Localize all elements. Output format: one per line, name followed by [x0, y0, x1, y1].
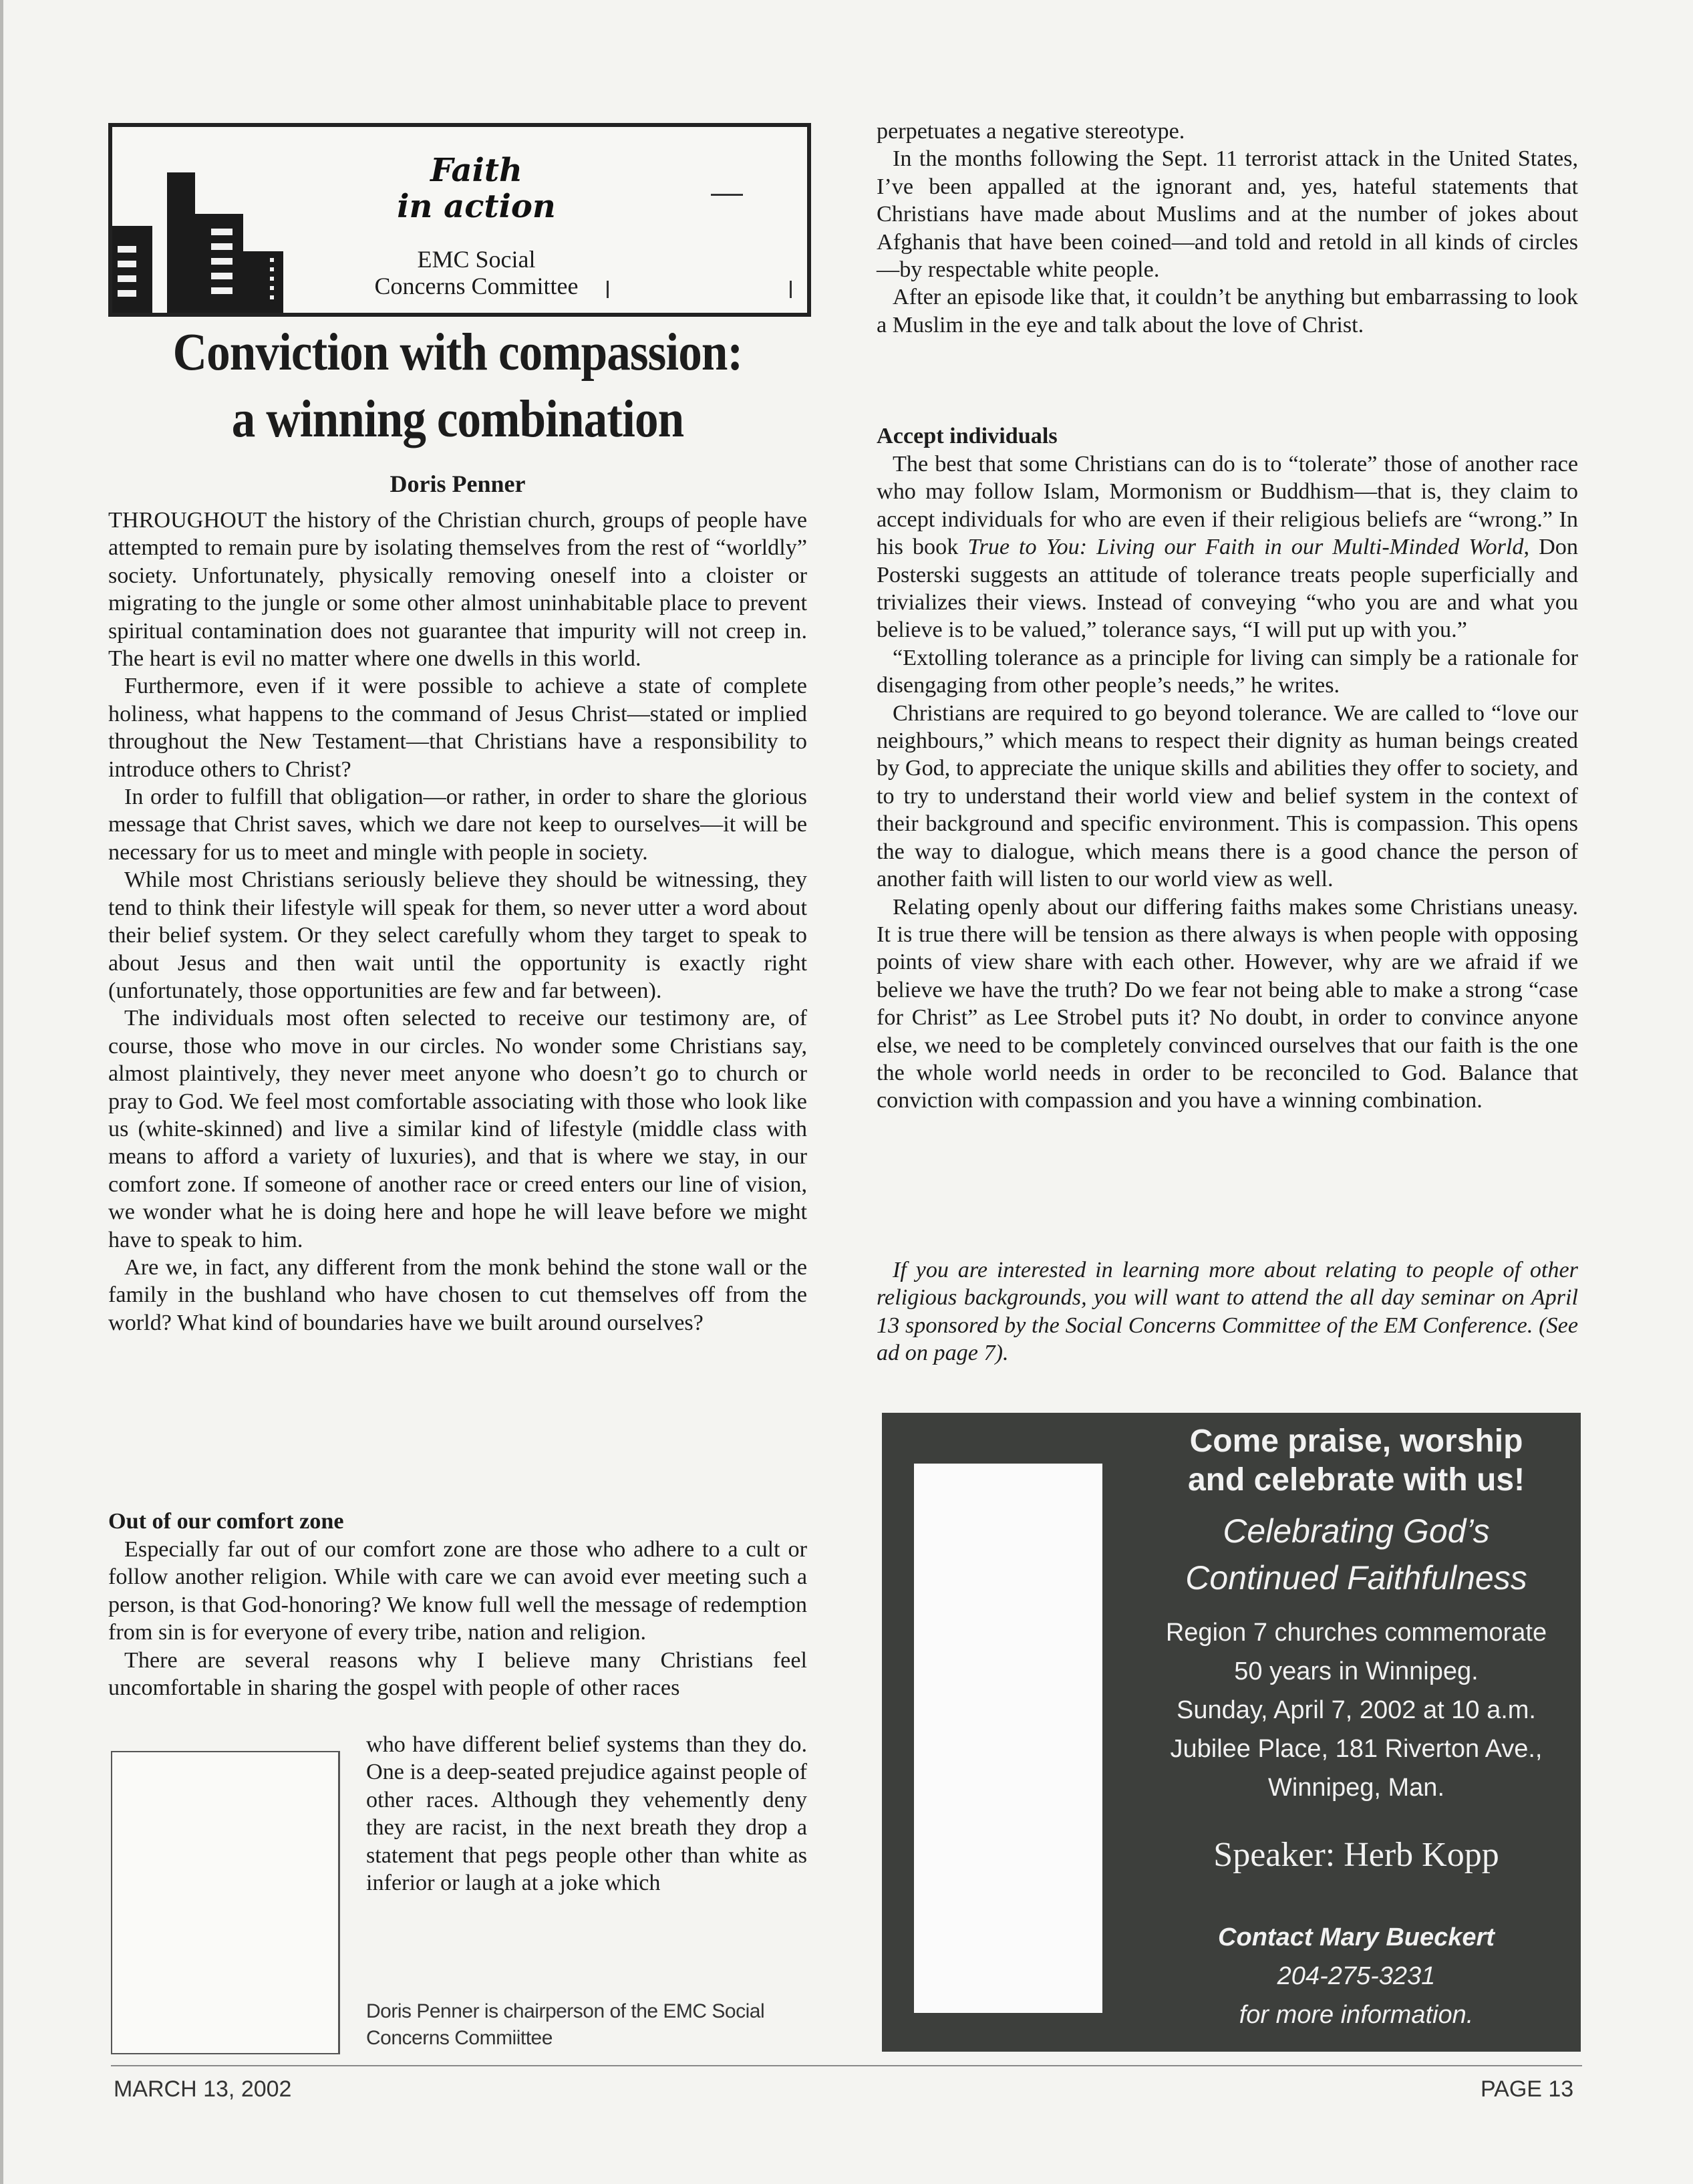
text-run: The best that some Christians can do is to “tolerate” those of another race who may follow Islam, Mormonism or Buddhism—that is, they claim to accept individuals for who are even if their religious beliefs are “wrong.” In his book: [877, 452, 1578, 560]
ad-more-info: for more information.: [1239, 2001, 1474, 2029]
paragraph: Relating openly about our differing faiths makes some Christians uneasy. It is true there will be tension as there always is when people with opposing points of view share with each other. However, why are we afraid if we believe we have the truth? Do we fear not being able to make a strong “case for Christ” as Lee Strobel puts it? No doubt, in order to convince anyone else, we need to be completely convinced ourselves that our faith is the one the whole world needs in order to be reconciled to God. Balance that conviction with compassion and you have a winning combination.: [877, 894, 1578, 1113]
paragraph: [877, 450, 1578, 644]
paragraph: In the months following the Sept. 11 terrorist attack in the United States, I’ve been appalled at the ignorant and, yes, hateful statements that Christians have made about Muslims and at the number of jokes about Afghanis that have been coined—and told and retold in all kinds of circles—by respectable white people.: [877, 146, 1578, 283]
ad-detail-line: Jubilee Place, 181 Riverton Ave.,: [1170, 1735, 1543, 1763]
subhead-comfort-zone: Out of our comfort zone: [108, 1509, 344, 1534]
event-advertisement: [882, 1413, 1581, 2052]
text-run: , Don Posterski suggests an attitude of tolerance treats people superficially and trivializes their views. Instead of conveying “who you are and what you believe is to be valued,” tolerance says, “I will put up with you.”: [877, 535, 1578, 643]
paragraph: There are several reasons why I believe many Christians feel uncomfortable in sharing the gospel with people of other races: [108, 1647, 807, 1701]
ad-speaker: Speaker: Herb Kopp: [1213, 1836, 1499, 1874]
paragraph: Christians are required to go beyond tolerance. We are called to “love our neighbours,” which means to respect their dignity as human beings created by God, to appreciate the unique skills and abilities they offer to society, and to try to understand their world view and belief system in the context of their background and specific environment. This is compassion. This opens the way to dialogue, which means there is a good chance the person of another faith will listen to our world view as well.: [877, 700, 1578, 892]
ad-subtitle-line-1: Celebrating God’s: [1223, 1512, 1490, 1550]
paragraph: Furthermore, even if it were possible to achieve a state of complete holiness, what happens to the command of Jesus Christ—stated or implied throughout the New Testament—that Christians have a responsibility to introduce others to Christ?: [108, 674, 807, 782]
paragraph: Are we, in fact, any different from the monk behind the stone wall or the family in the bushland who have chosen to cut themselves off from the world? What kind of boundaries have we built around ourselves?: [108, 1254, 807, 1335]
ad-subtitle: [1149, 1508, 1563, 1601]
ad-headline-line-1: Come praise, worship: [1189, 1423, 1523, 1459]
comfort-section: [108, 1536, 807, 1701]
ad-photo-placeholder: [914, 1464, 1102, 2013]
headline-line-1: Conviction with compassion:: [172, 323, 743, 382]
ad-details: [1149, 1613, 1563, 1807]
decorative-dash: [711, 194, 743, 196]
photo-caption: Doris Penner is chairperson of the EMC Social Concerns Commiittee: [366, 2000, 765, 2049]
title-line-2: in action: [397, 188, 556, 225]
paragraph: “Extolling tolerance as a principle for living can simply be a rationale for disengaging from other people’s needs,” he writes.: [877, 645, 1578, 698]
continued-section: [877, 118, 1578, 339]
intro-section: [108, 507, 807, 1337]
seminar-note: If you are interested in learning more about relating to people of other religious backgrounds, you will want to attend the all day seminar on April 13 sponsored by the Social Concerns Committee of the EM Conference. (See ad on page 7).: [877, 1258, 1578, 1366]
ad-subtitle-line-2: Continued Faithfulness: [1185, 1559, 1527, 1597]
ad-phone: 204-275-3231: [1277, 1962, 1436, 1990]
paragraph-continued: who have different belief systems than they do. One is a deep-seated prejudice against people of other races. Although they vehemently deny they are racist, in the next breath they drop a statement that pegs people other than white as inferior or laugh at a joke which: [366, 1732, 807, 1896]
committee-line-1: EMC Social: [417, 246, 536, 273]
decorative-tick: [790, 281, 792, 298]
faith-in-action-title: [333, 152, 620, 225]
paragraph: THROUGHOUT the history of the Christian church, groups of people have attempted to remain pure by isolating themselves from the rest of “worldly” society. Unfortunately, physically removing oneself into a cloister or migrating to the jungle or some other almost uninhabitable place to prevent spiritual contamination does not guarantee that impurity will not creep in. The heart is evil no matter where one dwells in this world.: [108, 508, 807, 672]
ad-headline-line-2: and celebrate with us!: [1187, 1462, 1525, 1498]
committee-name: [313, 246, 640, 299]
paragraph: While most Christians seriously believe they should be witnessing, they tend to think their lifestyle will speak for them, so never utter a word about their belief system. Or they select carefully whom they target to speak to about Jesus and then wait until the opportunity is exactly right (unfortunately, those opportunities are few and far between).: [108, 867, 807, 1003]
decorative-tick: [607, 281, 609, 298]
scan-edge: [0, 0, 3, 2184]
paragraph: perpetuates a negative stereotype.: [877, 119, 1185, 144]
ad-headline: [1149, 1422, 1563, 1500]
ad-detail-line: Sunday, April 7, 2002 at 10 a.m.: [1177, 1696, 1536, 1724]
city-skyline-icon: [112, 146, 313, 313]
photo-placeholder: [111, 1751, 340, 2054]
ad-detail-line: Winnipeg, Man.: [1267, 1774, 1444, 1802]
subhead-accept-individuals: Accept individuals: [877, 424, 1058, 448]
paragraph: After an episode like that, it couldn’t be anything but embarrassing to look a Muslim in the eye and talk about the love of Christ.: [877, 285, 1578, 337]
book-title: True to You: Living our Faith in our Multi-Minded World: [967, 535, 1524, 560]
ad-detail-line: 50 years in Winnipeg.: [1234, 1657, 1479, 1685]
article-headline: [143, 319, 772, 453]
byline: Doris Penner: [390, 470, 526, 497]
committee-line-2: Concerns Committee: [374, 273, 579, 299]
accept-section: [877, 450, 1578, 1115]
paragraph: The individuals most often selected to receive our testimony are, of course, those who move in our circles. No wonder some Christians say, almost plaintively, they never meet anyone who doesn’t go to church or pray to God. We feel most comfortable associating with those who look like us (white-skinned) and live a similar kind of lifestyle (middle class with means to afford a variety of luxuries), and that is where we stay, in our comfort zone. If someone of another race or creed enters our line of vision, we wonder what he is doing here and hope he will leave before we might have to speak to him.: [108, 1006, 807, 1252]
title-line-1: Faith: [430, 152, 522, 189]
ad-contact: [1149, 1918, 1563, 2034]
paragraph: In order to fulfill that obligation—or rather, in order to share the glorious message that Christ saves, which we dare not keep to ourselves—it will be necessary for us to meet and mingle with people in society.: [108, 785, 807, 865]
footer-date: MARCH 13, 2002: [114, 2076, 292, 2102]
narrow-text-block: [366, 1731, 807, 1897]
ad-detail-line: Region 7 churches commemorate: [1165, 1619, 1547, 1647]
closing-note: [877, 1256, 1578, 1367]
footer-page-number: PAGE 13: [1481, 2076, 1574, 2102]
footer-rule: [111, 2065, 1582, 2066]
headline-line-2: a winning combination: [231, 390, 684, 448]
paragraph: Especially far out of our comfort zone are those who adhere to a cult or follow another religion. While with care we can avoid ever meeting such a person, is that God-honoring? We know full well the message of redemption from sin is for everyone of every tribe, nation and religion.: [108, 1537, 807, 1645]
faith-in-action-header: [108, 123, 811, 317]
ad-contact-name: Contact Mary Bueckert: [1218, 1923, 1495, 1951]
